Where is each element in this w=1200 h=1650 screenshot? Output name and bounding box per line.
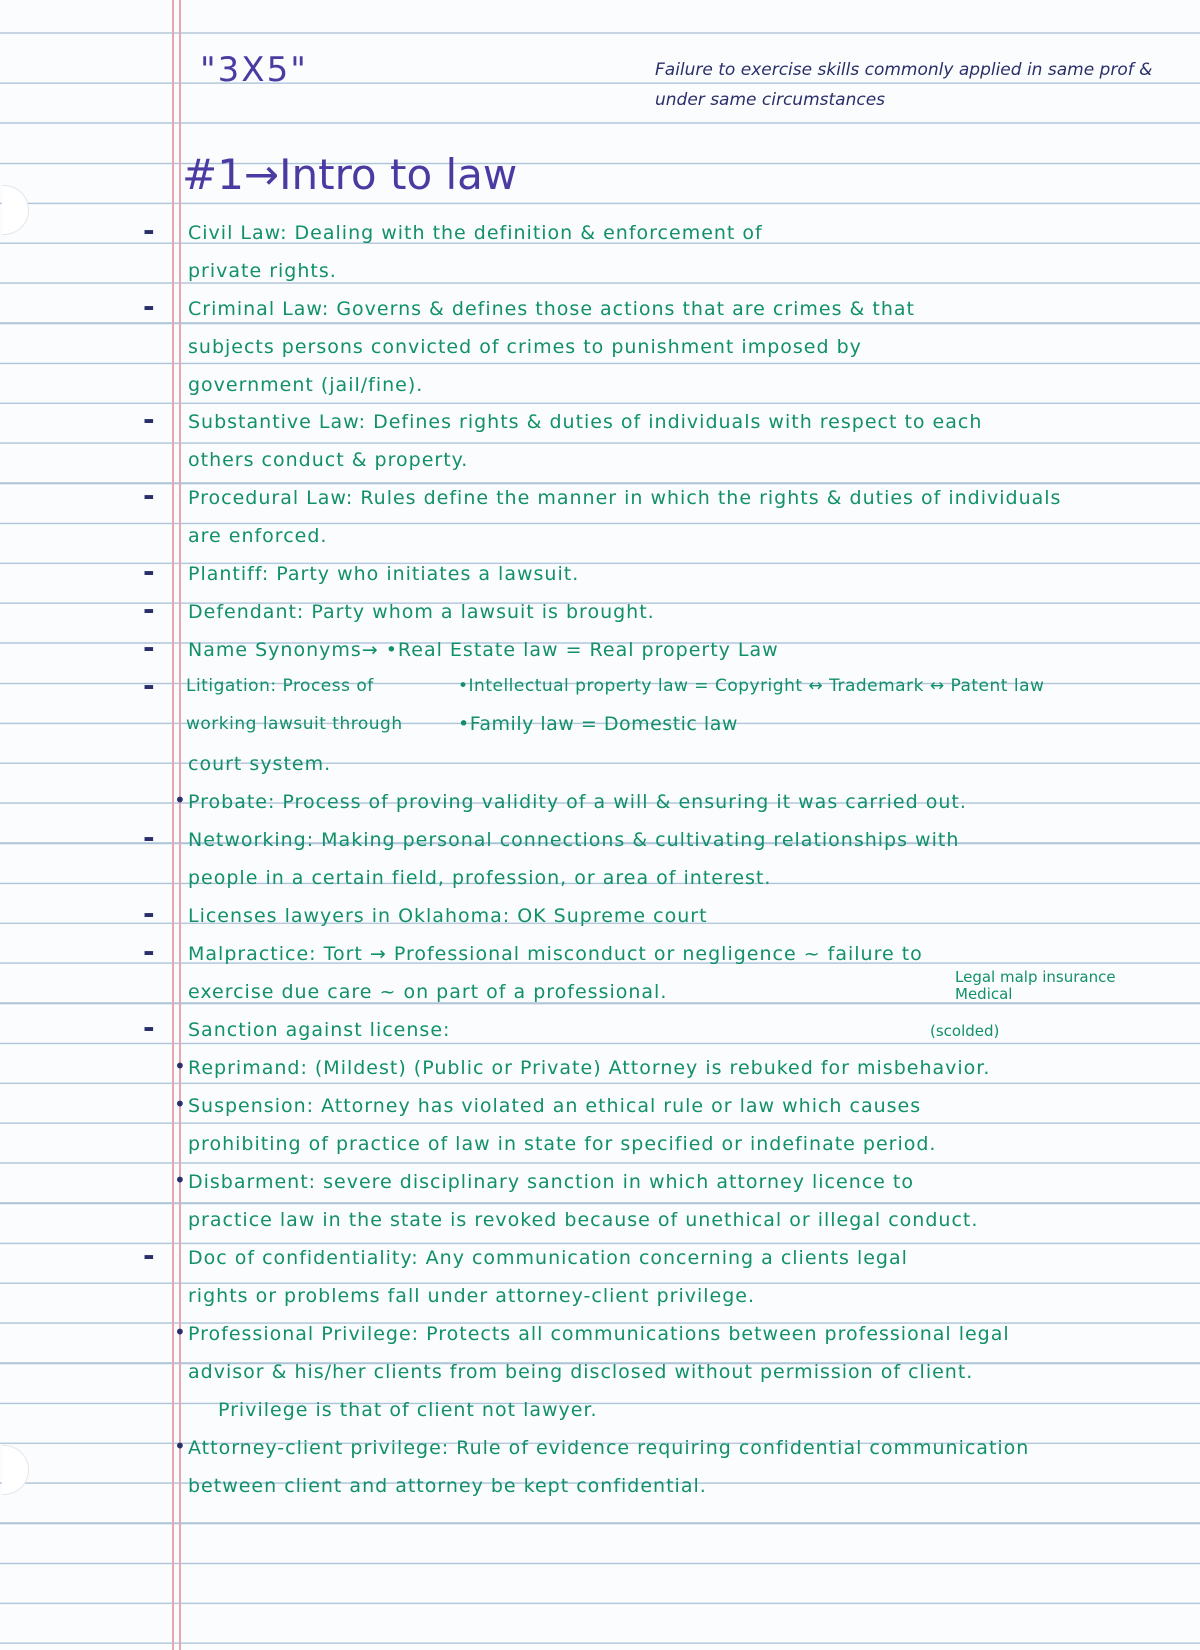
dash-marker: -: [143, 1239, 155, 1272]
note-line: government (jail/fine).: [188, 374, 424, 396]
note-line: Defendant: Party whom a lawsuit is brought.: [188, 601, 655, 623]
note-line: prohibiting of practice of law in state for specified or indefinate period.: [188, 1133, 937, 1155]
note-line: rights or problems fall under attorney-client privilege.: [188, 1285, 756, 1307]
note-row: [0, 1201, 1200, 1241]
dash-marker: -: [143, 403, 155, 436]
note-line: Procedural Law: Rules define the manner in which the rights & duties of individuals: [188, 487, 1062, 509]
note-row: [0, 517, 1200, 557]
note-row: [0, 669, 1200, 709]
bullet-marker: •: [174, 1168, 186, 1192]
note-row: [0, 783, 1200, 823]
dash-marker: -: [143, 555, 155, 588]
medical-note: Medical: [955, 985, 1013, 1003]
note-row: [0, 631, 1200, 671]
note-line: people in a certain field, profession, or area of interest.: [188, 867, 772, 889]
note-row: [0, 403, 1200, 443]
note-row: [0, 479, 1200, 519]
note-row: [0, 252, 1200, 292]
note-line: others conduct & property.: [188, 449, 469, 471]
litigation-note: Litigation: Process of: [186, 676, 374, 696]
bullet-marker: •: [174, 1320, 186, 1344]
bullet-marker: •: [174, 788, 186, 812]
note-line: advisor & his/her clients from being disclosed without permission of client.: [188, 1361, 974, 1383]
corner-label: "3X5": [200, 50, 308, 90]
top-note: Failure to exercise skills commonly applied in same prof & under same circumstances: [655, 60, 1153, 110]
legal-malp-note: Legal malp insurance: [955, 968, 1116, 986]
dash-marker: -: [143, 1011, 155, 1044]
dash-marker: -: [143, 897, 155, 930]
note-row: [0, 555, 1200, 595]
note-line: Licenses lawyers in Oklahoma: OK Supreme court: [188, 905, 708, 927]
note-row: [0, 1011, 1200, 1051]
note-line: Disbarment: severe disciplinary sanction in which attorney licence to: [188, 1171, 914, 1193]
note-line: Professional Privilege: Protects all communications between professional legal: [188, 1323, 1010, 1345]
note-line: Civil Law: Dealing with the definition & enforcement of: [188, 222, 763, 244]
dash-marker: -: [143, 290, 155, 323]
note-row: [0, 1239, 1200, 1279]
note-row: [0, 1315, 1200, 1355]
dash-marker: -: [143, 593, 155, 626]
note-line: Networking: Making personal connections & cultivating relationships with: [188, 829, 960, 851]
note-line: subjects persons convicted of crimes to punishment imposed by: [188, 336, 862, 358]
note-row: [0, 441, 1200, 481]
note-row: [0, 366, 1200, 406]
bullet-marker: •: [174, 1434, 186, 1458]
bullet-marker: •: [174, 1054, 186, 1078]
note-row: [0, 707, 1200, 747]
note-row: [0, 290, 1200, 330]
dash-marker: -: [143, 214, 155, 247]
note-row: [0, 593, 1200, 633]
note-row: [0, 328, 1200, 368]
note-row: [0, 821, 1200, 861]
note-line: exercise due care ~ on part of a professional.: [188, 981, 668, 1003]
note-row: [0, 1125, 1200, 1165]
note-row: [0, 897, 1200, 937]
note-row: [0, 1277, 1200, 1317]
note-line: Criminal Law: Governs & defines those actions that are crimes & that: [188, 298, 915, 320]
note-row: [0, 968, 1200, 1013]
note-line: Reprimand: (Mildest) (Public or Private) Attorney is rebuked for misbehavior.: [188, 1057, 991, 1079]
page-title: #1→Intro to law: [182, 150, 518, 199]
scolded-note: (scolded): [930, 1022, 1000, 1040]
note-line: practice law in the state is revoked because of unethical or illegal conduct.: [188, 1209, 979, 1231]
note-line: Sanction against license:: [188, 1019, 451, 1041]
note-line: Suspension: Attorney has violated an ethical rule or law which causes: [188, 1095, 922, 1117]
note-line: court system.: [188, 753, 332, 775]
dash-marker: -: [143, 935, 155, 968]
dash-marker: -: [143, 479, 155, 512]
note-row: [0, 859, 1200, 899]
note-row: [0, 1087, 1200, 1127]
dash-marker: -: [143, 669, 155, 702]
bullet-marker: •: [174, 1092, 186, 1116]
note-line: private rights.: [188, 260, 337, 282]
note-line: Probate: Process of proving validity of a will & ensuring it was carried out.: [188, 791, 967, 813]
note-line: Plantiff: Party who initiates a lawsuit.: [188, 563, 580, 585]
note-row: [0, 214, 1200, 254]
note-row: [0, 1467, 1200, 1507]
note-row: [0, 1163, 1200, 1203]
dash-marker: -: [143, 631, 155, 664]
note-line: Name Synonyms→ •Real Estate law = Real property Law: [188, 639, 779, 661]
note-row: [0, 1353, 1200, 1393]
note-row: [0, 745, 1200, 785]
note-line: •Family law = Domestic law: [458, 713, 738, 735]
litigation-note: working lawsuit through: [186, 714, 403, 734]
note-line: Doc of confidentiality: Any communication concerning a clients legal: [188, 1247, 908, 1269]
note-row: [0, 1429, 1200, 1469]
note-line: Malpractice: Tort → Professional misconduct or negligence ~ failure to: [188, 943, 923, 965]
note-line: Privilege is that of client not lawyer.: [218, 1399, 598, 1421]
note-row: [0, 1049, 1200, 1089]
note-line: Substantive Law: Defines rights & duties of individuals with respect to each: [188, 411, 983, 433]
note-line: between client and attorney be kept confidential.: [188, 1475, 707, 1497]
dash-marker: -: [143, 821, 155, 854]
note-line: are enforced.: [188, 525, 328, 547]
note-row: [0, 1391, 1200, 1431]
note-line: •Intellectual property law = Copyright ↔ Trademark ↔ Patent law: [458, 676, 1045, 696]
note-line: Attorney-client privilege: Rule of evidence requiring confidential communication: [188, 1437, 1030, 1459]
